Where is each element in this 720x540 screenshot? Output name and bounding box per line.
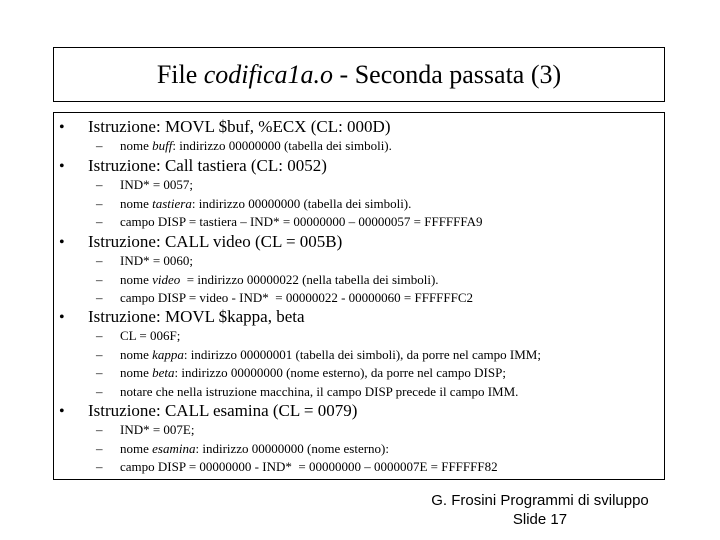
subitem-dash: – xyxy=(96,422,103,437)
subitem-text-part: nome xyxy=(120,195,153,211)
subitem-text-part: : indirizzo 00000000 (tabella dei simboli). xyxy=(172,138,392,153)
subitem-text-part: IND* = 0060; xyxy=(120,253,194,268)
subitem-text xyxy=(120,460,498,473)
slide-footer xyxy=(380,491,700,529)
subitem-symbol-name: tastiera xyxy=(152,195,192,211)
subitem-text xyxy=(120,329,180,342)
subitem-dash: – xyxy=(96,253,103,268)
subitem-dash: – xyxy=(96,195,103,211)
subitem-text-part: nome xyxy=(120,271,153,287)
subitem-text-part: : indirizzo 00000000 (nome esterno), da porre nel campo DISP; xyxy=(174,365,506,380)
subitem-text-part: campo DISP = video - IND* = 00000022 - 00000060 = FFFFFFC2 xyxy=(120,290,474,305)
subitem-text xyxy=(120,273,439,286)
bullet-marker: • xyxy=(59,119,65,136)
footer-slide-number: Slide 17 xyxy=(512,511,568,528)
subitem-symbol-name: esamina xyxy=(152,440,196,456)
subitem-text-part: IND* = 007E; xyxy=(120,422,195,437)
subitem-text xyxy=(120,291,473,304)
bullet-marker: • xyxy=(59,309,65,326)
subitem-symbol-name: beta xyxy=(152,365,175,380)
slide-title xyxy=(53,47,665,102)
subitem-dash: – xyxy=(96,365,103,380)
subitem-dash: – xyxy=(96,459,103,474)
footer-author-course: G. Frosini Programmi di sviluppo xyxy=(431,492,649,509)
subitem-text xyxy=(120,197,411,210)
subitem-text-part: : indirizzo 00000000 (tabella dei simboli). xyxy=(191,195,412,211)
subitem-text-part: campo DISP = tastiera – IND* = 00000000 – 00000057 = FFFFFFA9 xyxy=(120,214,483,229)
subitem-text xyxy=(120,139,392,152)
subitem-dash: – xyxy=(96,214,103,229)
bullet-heading: Istruzione: CALL video (CL = 005B) xyxy=(88,232,343,251)
subitem-text-part: nome xyxy=(120,346,153,362)
subitem-dash: – xyxy=(96,383,103,399)
bullet-marker: • xyxy=(59,403,65,420)
subitem-text xyxy=(120,366,506,379)
subitem-text-part: CL = 006F; xyxy=(120,328,181,343)
bullet-heading: Istruzione: MOVL $kappa, beta xyxy=(88,307,305,326)
subitem-text xyxy=(120,423,195,436)
subitem-text xyxy=(120,254,193,267)
subitem-dash: – xyxy=(96,440,103,456)
subitem-text-part: notare che nella istruzione macchina, il campo DISP precede il campo IMM. xyxy=(120,383,519,399)
bullet-marker: • xyxy=(59,234,65,251)
bullet-heading: Istruzione: MOVL $buf, %ECX (CL: 000D) xyxy=(88,117,391,136)
subitem-dash: – xyxy=(96,328,103,343)
bullet-marker: • xyxy=(59,158,65,175)
subitem-text-part: : indirizzo 00000001 (tabella dei simboli), da porre nel campo IMM; xyxy=(183,346,541,362)
bullet-heading: Istruzione: Call tastiera (CL: 0052) xyxy=(88,156,327,175)
subitem-text-part: = indirizzo 00000022 (nella tabella dei simboli). xyxy=(180,271,439,287)
subitem-text-part: nome xyxy=(120,440,153,456)
subitem-text xyxy=(120,348,541,361)
subitem-symbol-name: video xyxy=(152,271,181,287)
bullet-heading: Istruzione: CALL esamina (CL = 0079) xyxy=(88,401,358,420)
subitem-dash: – xyxy=(96,271,103,287)
subitem-text xyxy=(120,215,483,228)
title-filename: codifica1a.o xyxy=(203,59,334,89)
title-prefix: File xyxy=(156,59,204,89)
subitem-text-part: nome xyxy=(120,365,153,380)
subitem-text xyxy=(120,385,518,398)
subitem-text-part: IND* = 0057; xyxy=(120,177,194,192)
subitem-dash: – xyxy=(96,346,103,362)
subitem-text xyxy=(120,178,193,191)
subitem-dash: – xyxy=(96,177,103,192)
subitem-text-part: : indirizzo 00000000 (nome esterno): xyxy=(195,440,389,456)
subitem-symbol-name: buff xyxy=(152,138,173,153)
subitem-symbol-name: kappa xyxy=(152,346,184,362)
subitem-text xyxy=(120,442,389,455)
subitem-dash: – xyxy=(96,138,103,153)
title-suffix: - Seconda passata (3) xyxy=(333,59,562,89)
subitem-text-part: nome xyxy=(120,138,153,153)
subitem-text-part: campo DISP = 00000000 - IND* = 00000000 – 0000007E = FFFFFF82 xyxy=(120,459,498,474)
subitem-dash: – xyxy=(96,290,103,305)
